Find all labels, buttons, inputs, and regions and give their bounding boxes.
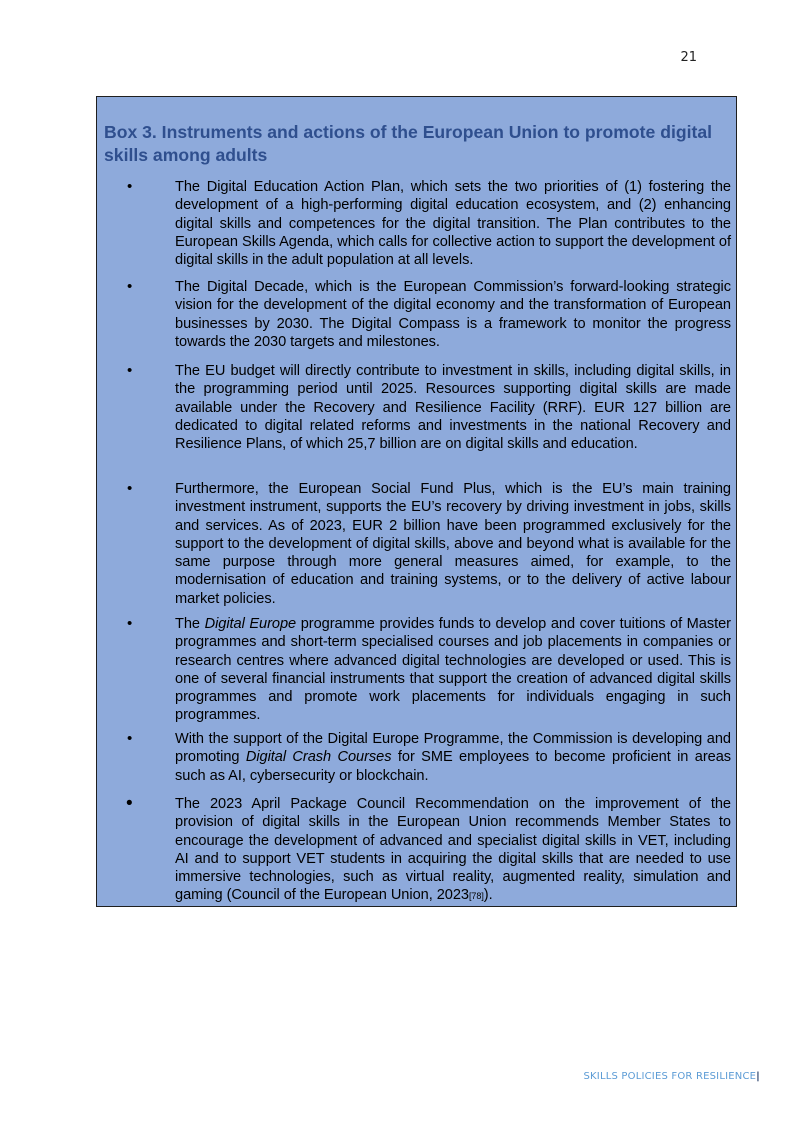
bullet-text: The EU budget will directly contribute to investment in skills, including digital skills, in the programming period until 2025. Resources supporting digital skills are made available under the Recovery and Resilience Facility (RRF). EUR 127 billion are dedicated to digital related reforms and investments in the national Recovery and Resilience Plans, of which 25,7 billion are on digital skills and education. (175, 363, 731, 453)
bullet-text-after: programme provides funds to develop and cover tuitions of Master programmes and short-term specialised courses and job placements in companies or research centres where advanced digital technologies are developed or used. This is one of several financial instruments that support the creation of advanced digital skills programmes and promote work placements for individuals engaging in such programmes. (175, 616, 731, 724)
bullet-icon: • (127, 178, 133, 195)
info-box (96, 96, 737, 907)
bullet-text: Furthermore, the European Social Fund Plus, which is the EU’s main training investment instrument, supports the EU’s recovery by driving investment in jobs, skills and services. As of 2023, EUR 2 billion have been programmed exclusively for the support to the development of digital skills, above and beyond what is available for the same purpose through more general measures aimed, for example, to the modernisation of education and training systems, or to the delivery of active labour market policies. (175, 481, 731, 607)
page-footer (560, 1071, 760, 1082)
bullet-text-before: The (175, 616, 205, 632)
bullet-text: The Digital Education Action Plan, which sets the two priorities of (1) fostering the development of a high-performing digital education ecosystem, and (2) enhancing digital skills and competences for the digital transition. The Plan contributes to the European Skills Agenda, which calls for collective action to support the development of digital skills in the adult population at all levels. (175, 179, 731, 269)
course-name: Digital Crash Courses (245, 749, 392, 766)
box-title: Box 3. Instruments and actions of the European Union to promote digital skills among adults (104, 122, 712, 165)
page-number: 21 (680, 50, 697, 65)
bullet-text-after: ). (483, 887, 493, 904)
reference-marker[interactable]: [78] (468, 891, 484, 902)
bullet-icon: • (127, 278, 133, 295)
bullet-text (175, 795, 731, 906)
bullet-icon: • (126, 793, 133, 814)
bullet-text-after: for SME employees to become proficient in areas such as AI, cybersecurity or blockchain. (175, 749, 732, 784)
programme-name: Digital Europe (204, 616, 297, 632)
bullet-text (175, 730, 731, 785)
bullet-text: The Digital Decade, which is the European Commission’s forward-looking strategic vision for the development of the digital economy and the transformation of European businesses by 2030. The Digital Compass is a framework to monitor the progress towards the 2030 targets and milestones. (175, 279, 731, 350)
footer-separator: | (756, 1071, 760, 1082)
bullet-icon: • (127, 730, 133, 747)
bullet-text-before: With the support of the Digital Europe Programme, the Commission is developing and promoting (175, 731, 731, 766)
bullet-text (175, 615, 731, 725)
bullet-icon: • (127, 615, 133, 632)
bullet-icon: • (127, 480, 133, 497)
bullet-text-before: The 2023 April Package Council Recommendation on the improvement of the provision of digital skills in the European Union recommends Member States to encourage the development of advanced and specialist digital skills in VET, including AI and to support VET students in acquiring the digital skills that are needed to use immersive technologies, such as virtual reality, augmented reality, simulation and gaming (Council of the European Union, 2023 (175, 796, 731, 904)
bullet-icon: • (127, 362, 133, 379)
footer-title: SKILLS POLICIES FOR RESILIENCE (583, 1071, 757, 1082)
